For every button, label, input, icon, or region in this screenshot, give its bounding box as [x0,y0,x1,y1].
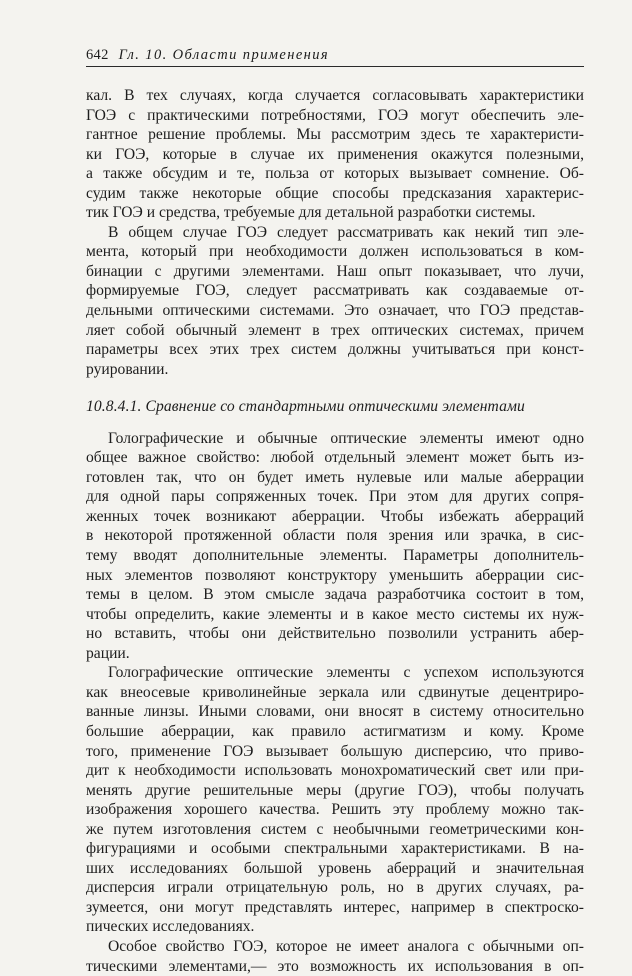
header-rule [86,66,584,67]
text-line: темы в целом. В этом смысле задача разработчика состоит в том, [86,586,584,604]
text-line: ных элементов позволяют конструктору уменьшить аберрации сис- [86,566,584,584]
text-line: рации. [86,644,130,662]
paragraph [86,223,584,379]
text-line: Особое свойство ГОЭ, которое не имеет аналога с обычными оп- [108,937,584,955]
text-line: Голографические оптические элементы с успехом используются [108,664,584,682]
text-line: кал. В тех случаях, когда случается согласовывать характеристики [86,87,584,104]
text-line: женных точек возникают аберрации. Чтобы избежать аберраций [86,507,584,525]
text-line: формируемые ГОЭ, следует рассматривать как создаваемые от- [86,282,584,300]
text-line: руировании. [86,360,169,378]
text-line: судим также некоторые общие способы предсказания характерис- [86,184,584,202]
chapter-title: Гл. 10. Области применения [118,47,330,63]
paragraph [86,86,584,223]
text-line: большие аберрации, как правило астигматизм и кому. Кроме [86,722,584,740]
text-line: тик ГОЭ и средства, требуемые для детальной разработки системы. [86,204,536,222]
text-line: изображения хорошего качества. Решить эту проблему можно так- [86,801,584,819]
text-line: же путем изготовления систем с необычными геометрическими кон- [86,820,584,838]
text-line: В общем случае ГОЭ следует рассматривать как некий тип эле- [108,223,584,241]
text-line: ляет собой обычный элемент в трех оптических системах, причем [86,321,584,339]
text-line: но вставить, чтобы они действительно позволили устранить абер- [86,625,584,643]
text-line: ГОЭ с практическими потребностями, ГОЭ могут обеспечить эле- [86,106,584,124]
section-heading [86,397,584,417]
text-line: бинации с другими элементами. Наш опыт показывает, что лучи, [86,262,584,280]
book-page [86,44,584,976]
text-line: пических исследованиях. [86,918,255,936]
text-line: гантное решение проблемы. Мы рассмотрим здесь те характеристи- [86,126,584,144]
running-head [86,44,584,66]
paragraph [86,663,584,937]
text-line: дельными оптическими системами. Это означает, что ГОЭ представ- [86,302,584,320]
text-line: того, применение ГОЭ вызывает большую дисперсию, что приво- [86,742,584,760]
section-gap [86,379,584,397]
text-line: ших исследованиях большой уровень аберраций и значительная [86,859,584,877]
text-line: готовлен так, что он будет иметь нулевые или малые аберрации [86,468,584,486]
text-line: параметры всех этих трех систем должны учитываться при конст- [86,341,584,359]
text-line: чтобы определить, какие элементы и в какое место системы их нуж- [86,605,584,623]
text-line: дит к необходимости использовать монохроматический свет или при- [86,762,584,780]
text-line: зумеется, они могут представлять интерес, например в спектроско- [86,898,584,916]
paragraph [86,429,584,664]
text-line: фигурациями и особыми спектральными характеристиками. В на- [86,840,584,858]
text-line: в некоторой протяженной области поля зрения или зрачка, в сис- [86,527,584,545]
section-title: Сравнение со стандартными оптическими элементами [145,398,525,416]
text-line: для одной пары сопряженных точек. При этом для других сопря- [86,488,584,506]
text-line: тему вводят дополнительные элементы. Параметры дополнитель- [86,547,584,565]
text-line: мента, который при необходимости должен использоваться в ком- [86,243,584,261]
text-line: общее важное свойство: любой отдельный элемент может быть из- [86,449,584,467]
text-line: как внеосевые криволинейные зеркала или сдвинутые децентриро- [86,683,584,701]
text-line: тическими элементами,— это возможность их использования в оп- [86,957,584,975]
page-number: 642 [86,47,109,63]
text-line: менять другие решительные меры (другие ГОЭ), чтобы получать [86,781,584,799]
section-number: 10.8.4.1. [86,398,142,416]
text-line: ки ГОЭ, которые в случае их применения окажутся полезными, [86,145,584,163]
text-line: а также обсудим и те, польза от которых вызывает сомнение. Об- [86,165,584,183]
text-line: Голографические и обычные оптические элементы имеют одно [108,429,584,447]
body-text [86,86,584,976]
paragraph [86,937,584,976]
text-line: дисперсия играли отрицательную роль, но в других случаях, ра- [86,879,584,897]
text-line: ванные линзы. Иными словами, они вносят в систему относительно [86,703,584,721]
